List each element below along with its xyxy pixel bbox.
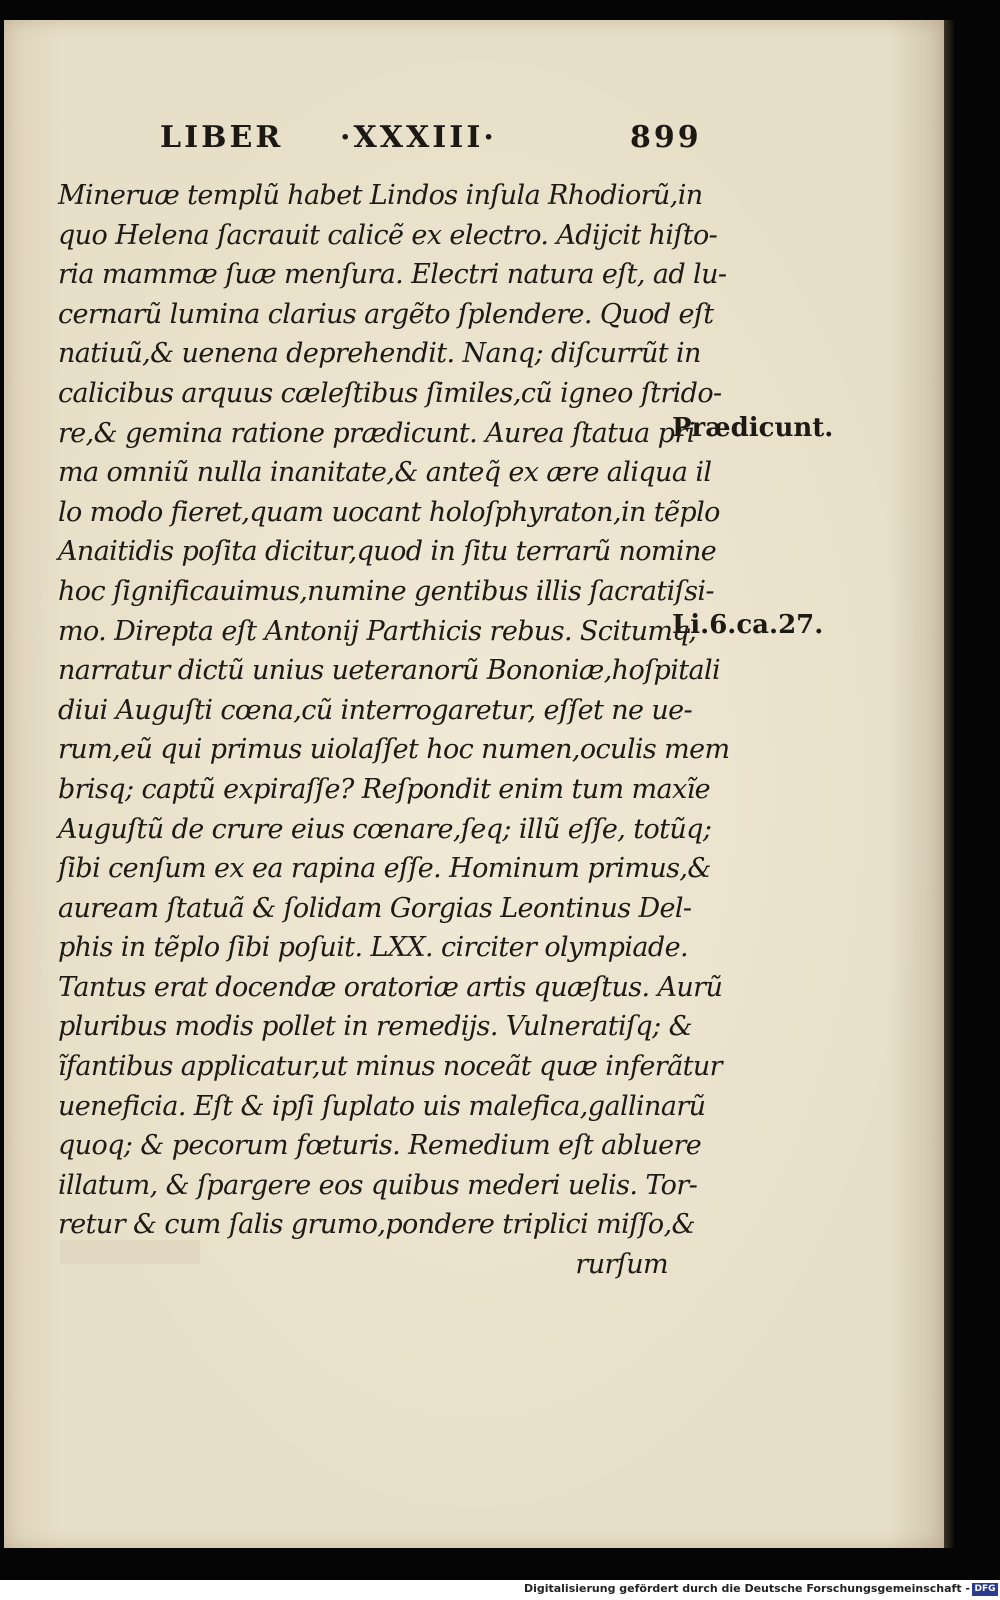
body-text [58,176,730,1285]
text-line: Mineruæ templũ habet Lindos inſula Rhodiorũ,in [58,180,703,211]
text-line: ĩfantibus applicatur,ut minus noceãt quæ inferãtur [58,1051,722,1083]
text-line: mo. Direpta eſt Antonij Parthicis rebus. Scitumq; [58,615,698,647]
text-line: narratur dictũ unius ueteranorũ Bononiæ,hoſpitali [58,655,721,687]
running-head-title: LIBER [160,120,284,155]
text-line: illatum, & ſpargere eos quibus mederi uelis. Tor- [58,1169,698,1201]
page-edge-shadow [944,20,954,1548]
dfg-logo-icon: DFG [972,1583,998,1596]
text-line: calicibus arquus cæleſtibus ſimiles,cũ igneo ſtrido- [58,377,722,409]
text-line: natiuũ,& uenena deprehendit. Nanq; diſcurrũt in [58,338,701,370]
text-line: ueneficia. Eſt & ipſi ſuplato uis malefica,gallinarũ [58,1090,706,1122]
text-line: diui Auguſti cœna,cũ interrogaretur, eſſet ne ue- [58,694,693,726]
text-line: Anaitidis poſita dicitur,quod in ſitu terrarũ nomine [58,536,717,568]
text-line: phis in tẽplo ſibi poſuit. LXX. circiter olympiade. [58,932,688,964]
text-line: retur & cum ſalis grumo,pondere triplici miſſo,& [58,1209,695,1241]
catchword: rurſum [575,1249,668,1281]
text-line: ma omniũ nulla inanitate,& anteq̃ ex ære aliqua il [58,457,712,489]
text-line: cernarũ lumina clarius argẽto ſplendere. Quod eſt [58,298,714,330]
running-head-book-number: ·XXXIII· [340,120,497,155]
text-line: ſibi cenſum ex ea rapina eſſe. Hominum primus,& [58,853,711,885]
text-line: rum,eũ qui primus uiolaſſet hoc numen,oculis mem [58,734,730,766]
text-line: brisq; captũ expiraſſe? Reſpondit enim tum maxĩe [58,773,711,805]
text-line: Tantus erat docendæ oratoriæ artis quæſtus. Aurũ [58,971,723,1003]
text-line: Auguſtũ de crure eius cœnare,ſeq; illũ eſſe, totũq; [58,813,712,845]
digitization-footer [0,1580,1000,1600]
marginal-note-reference: Li.6.ca.27. [672,610,824,640]
running-header [160,120,700,160]
footer-credit: Digitalisierung gefördert durch die Deutsche Forschungsgemeinschaft - [523,1582,970,1595]
text-line: quo Helena ſacrauit calicẽ ex electro. Adijcit hiſto- [58,219,718,251]
text-line: quoq; & pecorum fœturis. Remedium eſt abluere [58,1130,702,1162]
text-line: ria mammæ ſuæ menſura. Electri natura eſt, ad lu- [58,259,727,291]
text-line: lo modo fieret,quam uocant holoſphyraton,in tẽplo [58,496,720,528]
text-line: hoc ſignificauimus,numine gentibus illis ſacratiſsi- [58,575,714,607]
text-line: pluribus modis pollet in remedijs. Vulneratiſq; & [58,1011,693,1043]
marginal-note-praedicunt: Prædicunt. [672,413,834,443]
page-number: 899 [630,120,702,155]
ink-bleed-mark [60,1240,200,1264]
text-line: re,& gemina ratione prædicunt. Aurea ſtatua pri [58,417,695,449]
show-through-smudge [822,810,912,1010]
text-line: auream ſtatuã & ſolidam Gorgias Leontinus Del- [58,892,692,924]
